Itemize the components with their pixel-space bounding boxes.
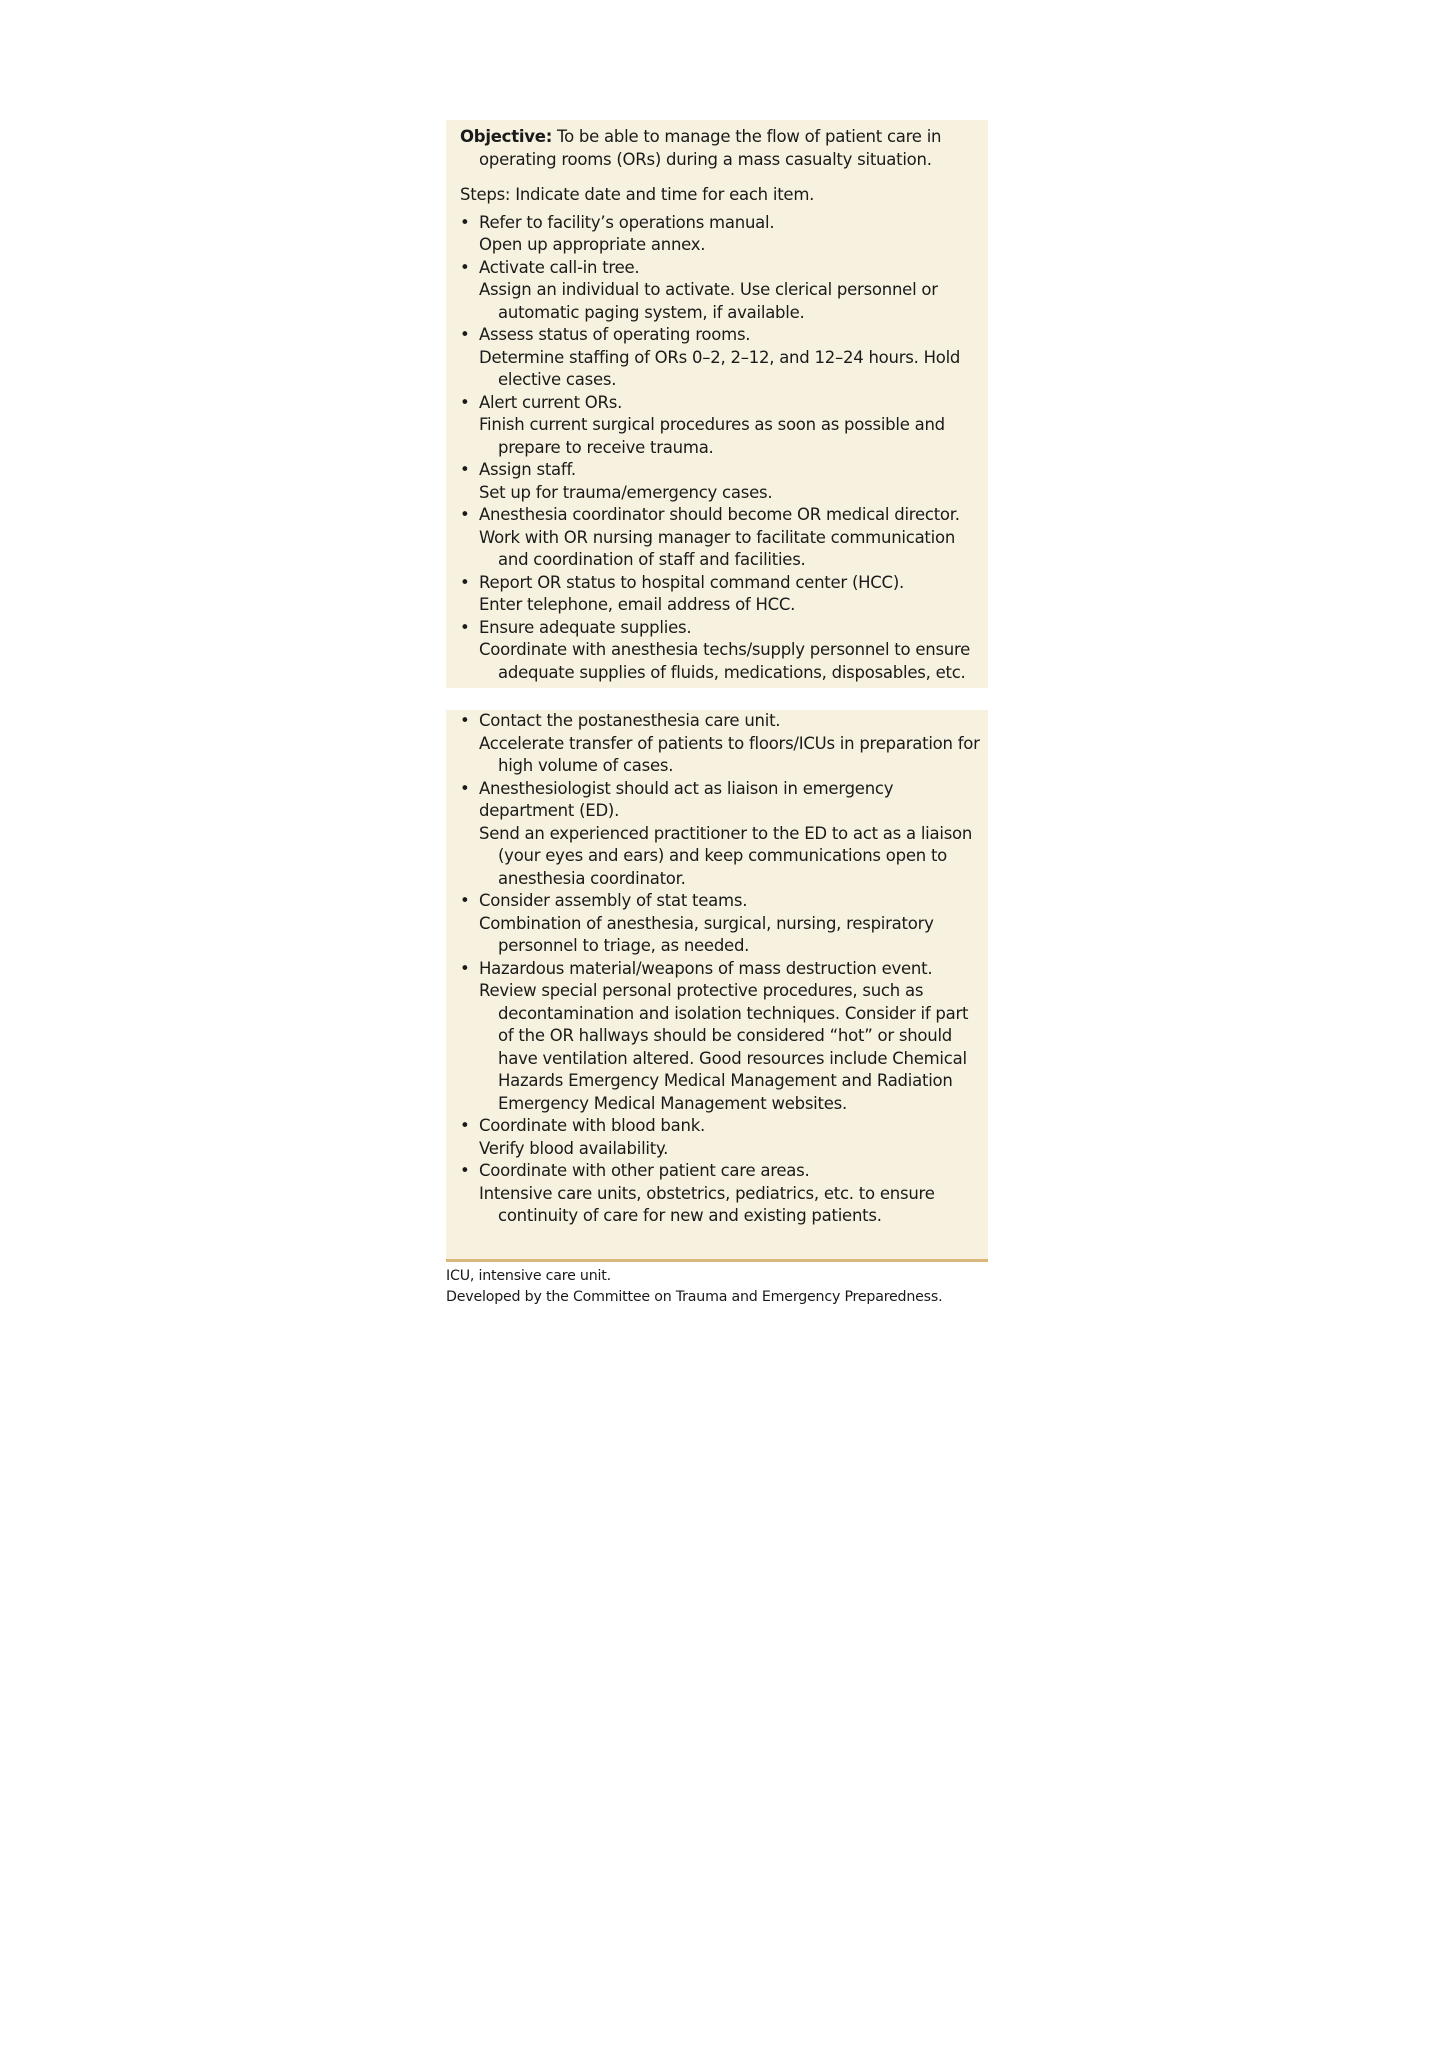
checklist-item xyxy=(460,572,980,617)
checklist-step-detail: Review special personal protective procedures, such as decontamination and isolation techniques. Consider if part of the OR hallways should be considered “hot” or should have ventilation altered. Good resources include Chemical Hazards Emergency Medical Management and Radiation Emergency Medical Management websites. xyxy=(479,981,969,1113)
checklist-item xyxy=(460,257,980,325)
checklist-step-detail: Determine staffing of ORs 0–2, 2–12, and 12–24 hours. Hold elective cases. xyxy=(479,347,961,389)
checklist-step: Hazardous material/weapons of mass destruction event. xyxy=(479,958,933,978)
bullet-icon: • xyxy=(460,711,470,730)
checklist-step-detail: Send an experienced practitioner to the ED to act as a liaison (your eyes and ears) and keep communications open to anesthesia coordinator. xyxy=(479,823,973,888)
bullet-icon: • xyxy=(460,572,470,592)
checklist-item xyxy=(460,212,980,257)
checklist-step-detail: Combination of anesthesia, surgical, nursing, respiratory personnel to triage, as needed. xyxy=(479,913,934,955)
checklist-step: Report OR status to hospital command center (HCC). xyxy=(479,572,905,592)
bullet-icon: • xyxy=(460,958,470,978)
checklist-step: Anesthesia coordinator should become OR medical director. xyxy=(479,505,960,524)
objective-statement xyxy=(460,126,980,171)
checklist-step: Assign staff. xyxy=(479,460,576,479)
bullet-icon: • xyxy=(460,505,470,524)
checklist-item xyxy=(460,1160,980,1228)
checklist-step: Refer to facility’s operations manual. xyxy=(479,212,775,232)
checklist-step-detail: Enter telephone, email address of HCC. xyxy=(479,595,796,614)
checklist-step: Coordinate with blood bank. xyxy=(479,1116,706,1135)
checklist-item xyxy=(460,617,980,685)
bullet-icon: • xyxy=(460,891,470,910)
checklist-step: Coordinate with other patient care areas. xyxy=(479,1161,810,1180)
checklist-panel-bottom xyxy=(446,710,988,1262)
footnote-credit: Developed by the Committee on Trauma and Emergency Preparedness. xyxy=(446,1288,943,1305)
bullet-icon: • xyxy=(460,212,470,232)
checklist-step: Activate call-in tree. xyxy=(479,257,640,277)
checklist-step-detail: Coordinate with anesthesia techs/supply personnel to ensure adequate supplies of fluids, medications, disposables, etc. xyxy=(479,640,971,682)
checklist-item xyxy=(460,958,980,1116)
checklist-items-bottom xyxy=(460,710,980,1228)
checklist-item xyxy=(460,392,980,460)
checklist-step-detail: Work with OR nursing manager to facilitate communication and coordination of staff and facilities. xyxy=(479,527,956,569)
bullet-icon: • xyxy=(460,392,470,412)
checklist-step: Alert current ORs. xyxy=(479,392,623,412)
checklist-step: Ensure adequate supplies. xyxy=(479,617,692,637)
steps-intro: Steps: Indicate date and time for each item. xyxy=(460,185,815,204)
checklist-step: Contact the postanesthesia care unit. xyxy=(479,711,781,730)
checklist-step-detail: Accelerate transfer of patients to floors/ICUs in preparation for high volume of cases. xyxy=(479,733,980,775)
checklist-item xyxy=(460,890,980,958)
bullet-icon: • xyxy=(460,1116,470,1135)
checklist-item xyxy=(460,1115,980,1160)
bullet-icon: • xyxy=(460,460,470,479)
checklist-step: Anesthesiologist should act as liaison in emergency department (ED). xyxy=(479,778,894,820)
checklist-step-detail: Verify blood availability. xyxy=(479,1138,669,1158)
checklist-step: Assess status of operating rooms. xyxy=(479,325,751,344)
checklist-item xyxy=(460,459,980,504)
footnote-abbreviation: ICU, intensive care unit. xyxy=(446,1268,611,1284)
checklist-step-detail: Set up for trauma/emergency cases. xyxy=(479,482,773,502)
checklist-step-detail: Intensive care units, obstetrics, pediatrics, etc. to ensure continuity of care for new and existing patients. xyxy=(479,1183,935,1225)
table-footnotes xyxy=(446,1266,1006,1307)
checklist-item xyxy=(460,504,980,572)
checklist-item xyxy=(460,778,980,891)
checklist-items-top xyxy=(460,212,980,685)
bullet-icon: • xyxy=(460,257,470,277)
objective-text: To be able to manage the flow of patient care in operating rooms (ORs) during a mass casualty situation. xyxy=(479,127,942,169)
checklist-step-detail: Open up appropriate annex. xyxy=(479,235,706,254)
checklist-step-detail: Finish current surgical procedures as soon as possible and prepare to receive trauma. xyxy=(479,415,945,457)
bullet-icon: • xyxy=(460,617,470,637)
checklist-item xyxy=(460,324,980,392)
objective-label: Objective: xyxy=(460,127,553,146)
checklist-step-detail: Assign an individual to activate. Use clerical personnel or automatic paging system, if available. xyxy=(479,280,938,322)
bullet-icon: • xyxy=(460,325,470,344)
checklist-item xyxy=(460,710,980,778)
checklist-step: Consider assembly of stat teams. xyxy=(479,891,748,910)
bullet-icon: • xyxy=(460,1161,470,1180)
bullet-icon: • xyxy=(460,778,470,798)
checklist-panel-top xyxy=(446,120,988,688)
